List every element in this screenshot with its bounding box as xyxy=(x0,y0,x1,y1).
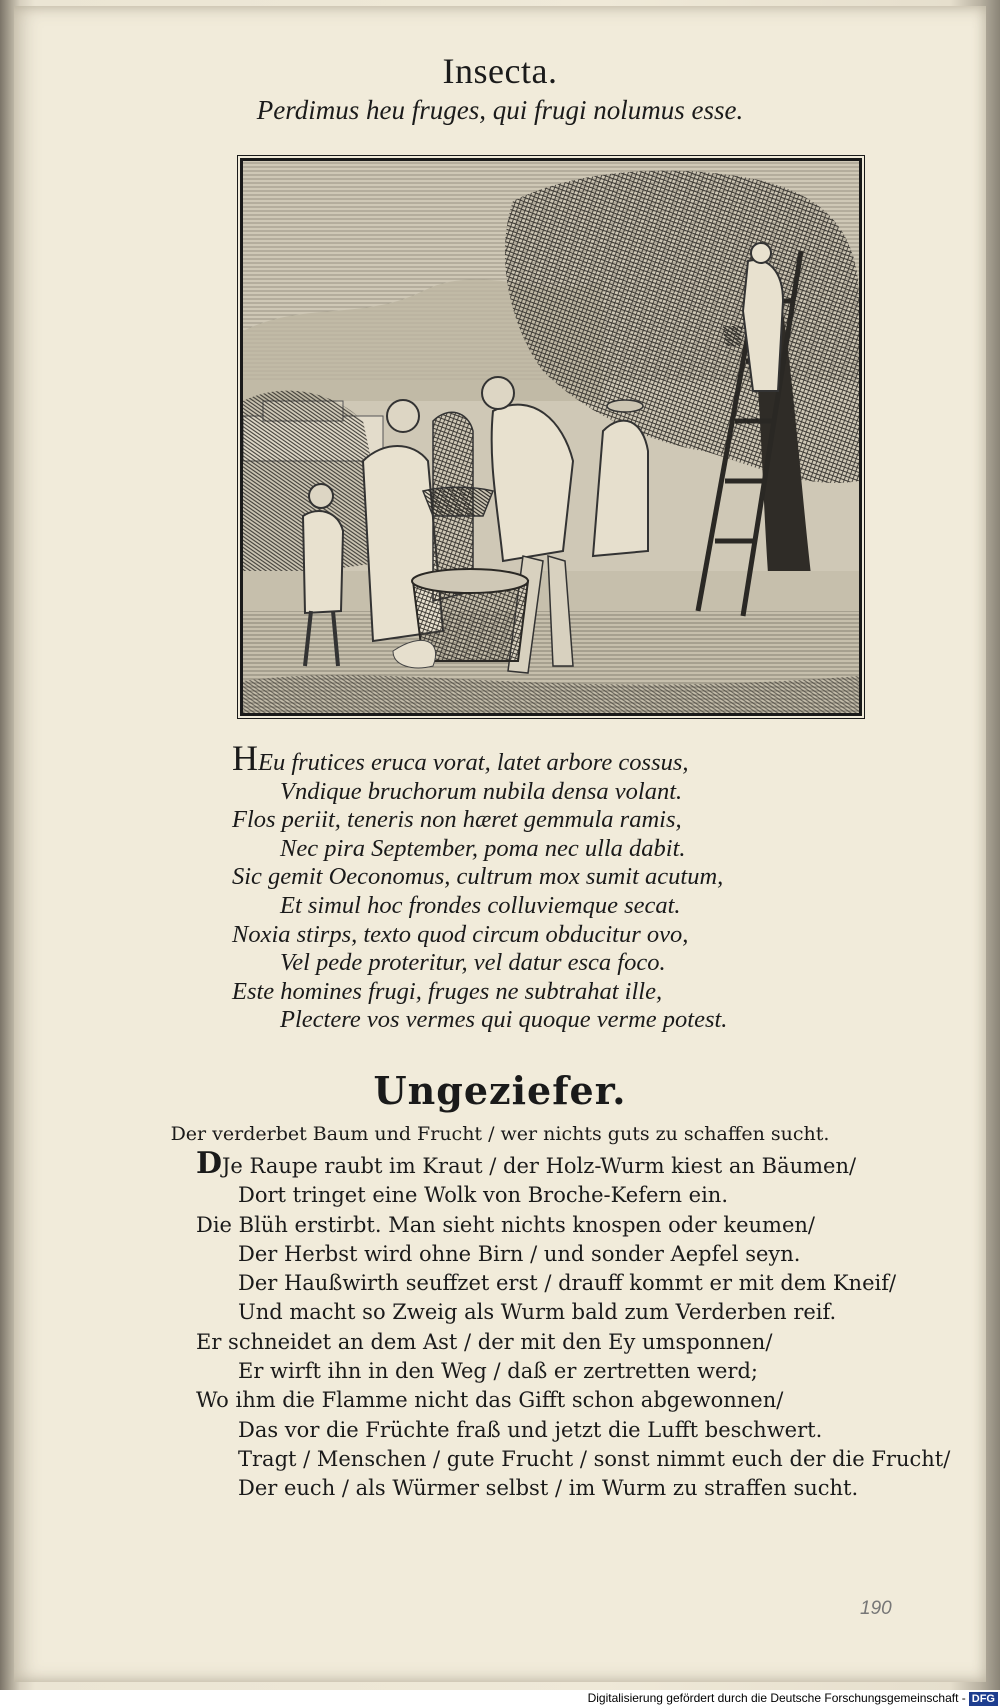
german-line: Er wirft ihn in den Weg / daß er zertretten werd; xyxy=(238,1359,758,1384)
latin-poem xyxy=(232,738,872,1035)
drop-capital: H xyxy=(232,738,258,778)
latin-line: Plectere vos vermes qui quoque verme potest. xyxy=(280,1006,728,1034)
german-line: Der Herbst wird ohne Birn / und sonder Aepfel seyn. xyxy=(238,1241,801,1266)
german-poem xyxy=(196,1146,951,1504)
latin-line: Sic gemit Oeconomus, cultrum mox sumit acutum, xyxy=(232,863,724,891)
page-title: Insecta. xyxy=(442,51,558,91)
german-line: Und macht so Zweig als Wurm bald zum Verderben reif. xyxy=(238,1300,837,1325)
latin-line: Vel pede proteritur, vel datur esca foco. xyxy=(280,949,666,977)
german-line: Der Haußwirth seuffzet erst / drauff kommt er mit dem Kneif/ xyxy=(238,1271,897,1296)
german-motto: Der verderbet Baum und Frucht / wer nichts guts zu schaffen sucht. xyxy=(170,1123,830,1145)
drop-capital: D xyxy=(196,1146,223,1181)
latin-line xyxy=(232,738,872,778)
latin-line: Este homines frugi, fruges ne subtrahat ille, xyxy=(232,977,663,1005)
latin-line: Et simul hoc frondes colluviemque secat. xyxy=(280,891,681,919)
footer-credit: Digitalisierung gefördert durch die Deutsche Forschungsgemeinschaft - xyxy=(587,1691,966,1705)
latin-first-line: Eu frutices eruca vorat, latet arbore cossus, xyxy=(258,749,689,776)
page-number: 190 xyxy=(860,1598,892,1619)
latin-line: Nec pira September, poma nec ulla dabit. xyxy=(280,834,686,862)
digitization-footer xyxy=(0,1690,1000,1707)
engraving-illustration xyxy=(240,158,862,716)
dfg-logo: DFG xyxy=(969,1692,998,1706)
german-line: Dort tringet eine Wolk von Broche-Kefern ein. xyxy=(238,1183,728,1208)
german-line: Er schneidet an dem Ast / der mit den Ey umsponnen/ xyxy=(196,1329,773,1354)
german-line: Wo ihm die Flamme nicht das Gifft schon abgewonnen/ xyxy=(196,1388,784,1413)
latin-line: Vndique bruchorum nubila densa volant. xyxy=(280,777,683,805)
german-first-line: Je Raupe raubt im Kraut / der Holz-Wurm kiest an Bäumen/ xyxy=(222,1154,857,1178)
german-line: Tragt / Menschen / gute Frucht / sonst nimmt euch der die Frucht/ xyxy=(238,1446,951,1471)
latin-motto: Perdimus heu fruges, qui frugi nolumus esse. xyxy=(256,95,744,125)
latin-line: Flos periit, teneris non hæret gemmula ramis, xyxy=(232,806,682,834)
german-line: Die Blüh erstirbt. Man sieht nichts knospen oder keumen/ xyxy=(196,1212,815,1237)
german-line: Der euch / als Würmer selbst / im Wurm zu straffen sucht. xyxy=(238,1476,859,1501)
latin-line: Noxia stirps, texto quod circum obducitur ovo, xyxy=(232,920,689,948)
german-line xyxy=(196,1146,866,1181)
german-line: Das vor die Früchte fraß und jetzt die Lufft beschwert. xyxy=(238,1417,823,1442)
german-title: Ungeziefer. xyxy=(373,1068,627,1113)
